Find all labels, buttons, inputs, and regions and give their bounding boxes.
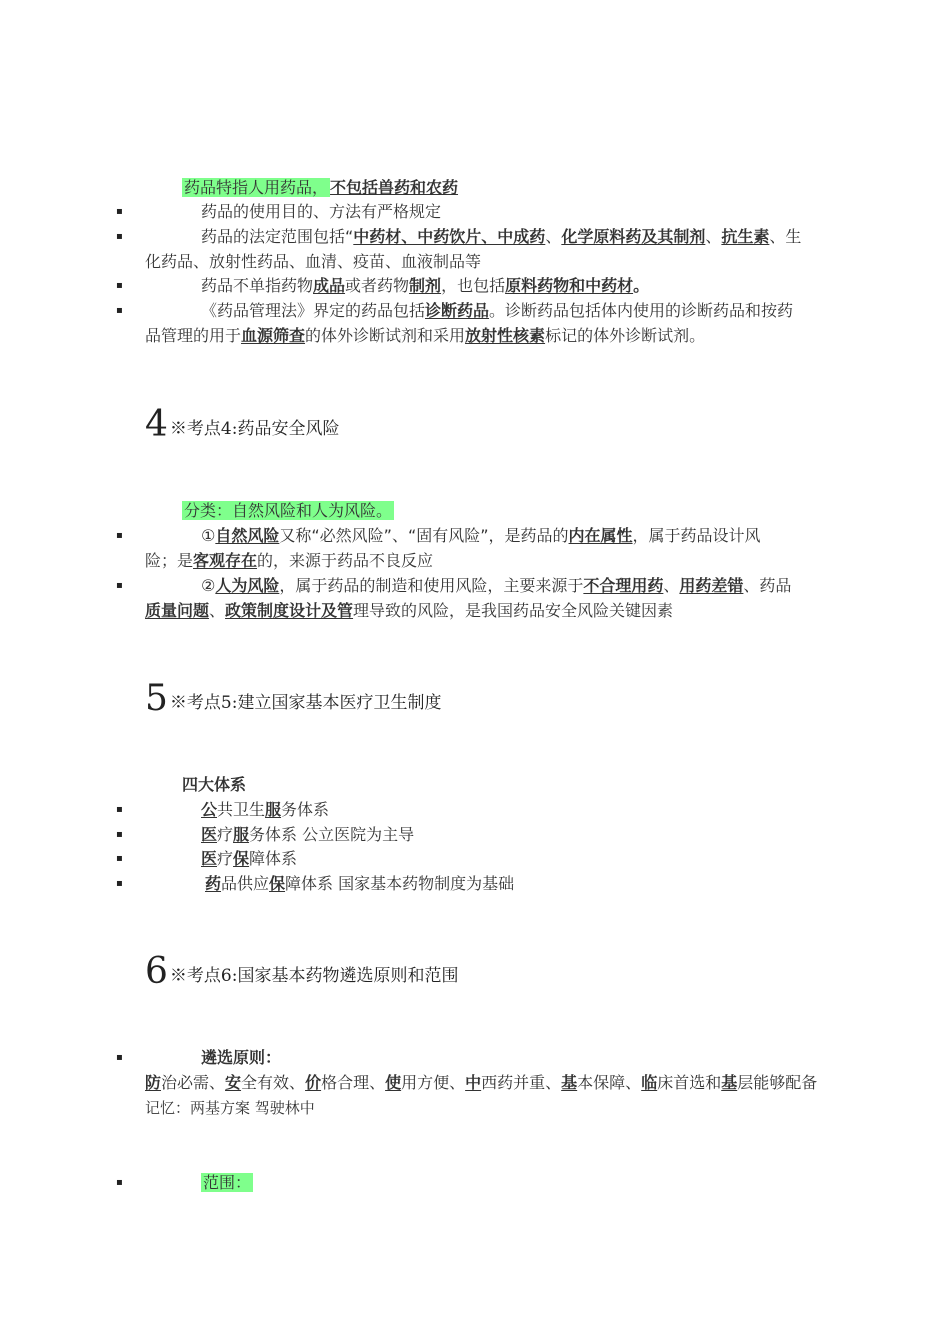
keyword: 用药差错 <box>679 576 744 595</box>
sec4-bullet-2 <box>201 574 791 598</box>
keyword: 内在属性 <box>568 526 633 545</box>
text: ，也包括 <box>441 276 506 295</box>
keyword: 人为风险 <box>215 576 280 595</box>
keyword: 血源筛查 <box>241 326 306 345</box>
text: 险；是 <box>145 551 194 570</box>
keyword: 成品 <box>313 276 346 295</box>
text: 品供应 <box>221 874 270 893</box>
text: ，属于药品的制造和使用风险，主要来源于 <box>279 576 584 595</box>
text: 、 <box>663 576 680 595</box>
keyword: 保 <box>269 874 286 893</box>
sec3-bullet-1: 药品的使用目的、方法有严格规定 <box>201 202 442 221</box>
bullet-marker: ▪ <box>116 1052 123 1063</box>
sec4-bullet-2-line2 <box>145 599 673 623</box>
text: 或者药物 <box>345 276 410 295</box>
text: 药品不单指药物 <box>201 276 314 295</box>
bullet-marker: ▪ <box>116 853 123 864</box>
text: 标记的体外诊断试剂。 <box>545 326 706 345</box>
text: 层能够配备 <box>737 1073 818 1092</box>
keyword: 中药材、中药饮片、中成药 <box>353 227 546 246</box>
heading-text: ※考点5:建立国家基本医疗卫生制度 <box>169 693 442 713</box>
text: 全有效、 <box>241 1073 306 1092</box>
heading-number: 4 <box>145 404 168 445</box>
text: 格合理、 <box>321 1073 386 1092</box>
keyword: 原料药物和中药材 <box>505 276 634 295</box>
section-heading-5 <box>145 679 441 723</box>
text: 、生 <box>769 227 802 246</box>
keyword: 临 <box>641 1073 658 1092</box>
sec3-bullet-3 <box>201 274 649 298</box>
heading-number: 6 <box>145 951 168 992</box>
keyword: 服 <box>233 825 250 844</box>
sec5-item-3 <box>201 847 297 871</box>
text: 床首选和 <box>657 1073 722 1092</box>
sec3-intro <box>182 176 458 200</box>
text: 、药品 <box>743 576 792 595</box>
section-heading-4 <box>145 405 339 449</box>
sec3-intro-highlight: 药品特指人用药品， <box>184 178 329 197</box>
keyword: 中 <box>465 1073 482 1092</box>
sec3-bullet-2-line2: 化药品、放射性药品、血清、疫苗、血液制品等 <box>145 252 482 271</box>
keyword: 政策制度设计及管 <box>225 601 354 620</box>
sec4-bullet-1-line2 <box>145 549 433 573</box>
section-heading-6 <box>145 952 458 996</box>
keyword: 化学原料药及其制剂 <box>561 227 706 246</box>
text: 理导致的风险，是我国药品安全风险关键因素 <box>353 601 674 620</box>
keyword: 安 <box>225 1073 242 1092</box>
bullet-marker: ▪ <box>116 804 123 815</box>
sec6-principle-title: 遴选原则： <box>201 1048 282 1067</box>
keyword: 诊断药品 <box>425 301 490 320</box>
sec3-bullet-4 <box>201 299 793 323</box>
text: ① <box>201 526 216 545</box>
text: 、 <box>209 601 226 620</box>
bullet-marker: ▪ <box>116 580 123 591</box>
bullet-marker: ▪ <box>116 829 123 840</box>
sec6-memo: 记忆：两基方案 驾驶林中 <box>145 1099 315 1117</box>
text: 、 <box>545 227 562 246</box>
text: 用方便、 <box>401 1073 466 1092</box>
sec6-scope-highlight: 范围： <box>203 1173 252 1192</box>
text: 、 <box>705 227 722 246</box>
keyword: 价 <box>305 1073 322 1092</box>
keyword: 放射性核素 <box>465 326 546 345</box>
text: 。诊断药品包括体内使用的诊断药品和按药 <box>489 301 794 320</box>
text: ，属于药品设计风 <box>632 526 761 545</box>
heading-text: ※考点6:国家基本药物遴选原则和范围 <box>169 966 459 986</box>
sec6-principles <box>145 1071 817 1095</box>
text: 的，来源于药品不良反应 <box>257 551 434 570</box>
text: ② <box>201 576 216 595</box>
sec6-scope <box>201 1171 253 1195</box>
keyword: 医 <box>201 849 218 868</box>
keyword: 药 <box>205 874 222 893</box>
heading-text: ※考点4:药品安全风险 <box>169 419 340 439</box>
keyword: 服 <box>265 800 282 819</box>
sec5-title: 四大体系 <box>182 775 247 794</box>
bullet-marker: ▪ <box>116 305 123 316</box>
keyword: 防 <box>145 1073 162 1092</box>
bullet-marker: ▪ <box>116 530 123 541</box>
sec4-intro <box>182 499 394 523</box>
text: 障体系 <box>249 849 298 868</box>
sec3-bullet-2 <box>201 225 801 249</box>
sec4-intro-highlight: 分类：自然风险和人为风险。 <box>184 501 393 520</box>
keyword: 公 <box>201 800 218 819</box>
text: 西药并重、 <box>481 1073 562 1092</box>
text: 又称“必然风险”、“固有风险”，是药品的 <box>279 526 569 545</box>
text: 的体外诊断试剂和采用 <box>305 326 466 345</box>
text: 治必需、 <box>161 1073 226 1092</box>
keyword: 自然风险 <box>215 526 280 545</box>
keyword: 不合理用药 <box>583 576 664 595</box>
keyword: 医 <box>201 825 218 844</box>
sec3-intro-bold: 不包括兽药和农药 <box>330 178 459 197</box>
text: 品管理的用于 <box>145 326 242 345</box>
heading-number: 5 <box>145 678 168 719</box>
sec5-item-4 <box>205 872 514 896</box>
keyword: 抗生素 <box>721 227 770 246</box>
text: 务体系 公立医院为主导 <box>249 825 415 844</box>
text: 疗 <box>217 849 234 868</box>
bullet-marker: ▪ <box>116 231 123 242</box>
keyword: 使 <box>385 1073 402 1092</box>
keyword: 制剂 <box>409 276 442 295</box>
text: 药品的法定范围包括“ <box>201 227 354 246</box>
bullet-marker: ▪ <box>116 280 123 291</box>
keyword: 基 <box>561 1073 578 1092</box>
bullet-marker: ▪ <box>116 206 123 217</box>
bullet-marker: ▪ <box>116 1177 123 1188</box>
sec5-item-2 <box>201 823 414 847</box>
text: 本保障、 <box>577 1073 642 1092</box>
bullet-marker: ▪ <box>116 878 123 889</box>
keyword: 客观存在 <box>193 551 258 570</box>
keyword: 基 <box>721 1073 738 1092</box>
keyword: 保 <box>233 849 250 868</box>
keyword: 质量问题 <box>145 601 210 620</box>
text: 。 <box>633 276 650 295</box>
sec5-item-1 <box>201 798 329 822</box>
sec3-bullet-4-line2 <box>145 324 705 348</box>
text: 疗 <box>217 825 234 844</box>
text: 务体系 <box>281 800 330 819</box>
sec4-bullet-1 <box>201 524 761 548</box>
text: 障体系 国家基本药物制度为基础 <box>285 874 515 893</box>
text: 共卫生 <box>217 800 266 819</box>
text: 《药品管理法》界定的药品包括 <box>201 301 426 320</box>
